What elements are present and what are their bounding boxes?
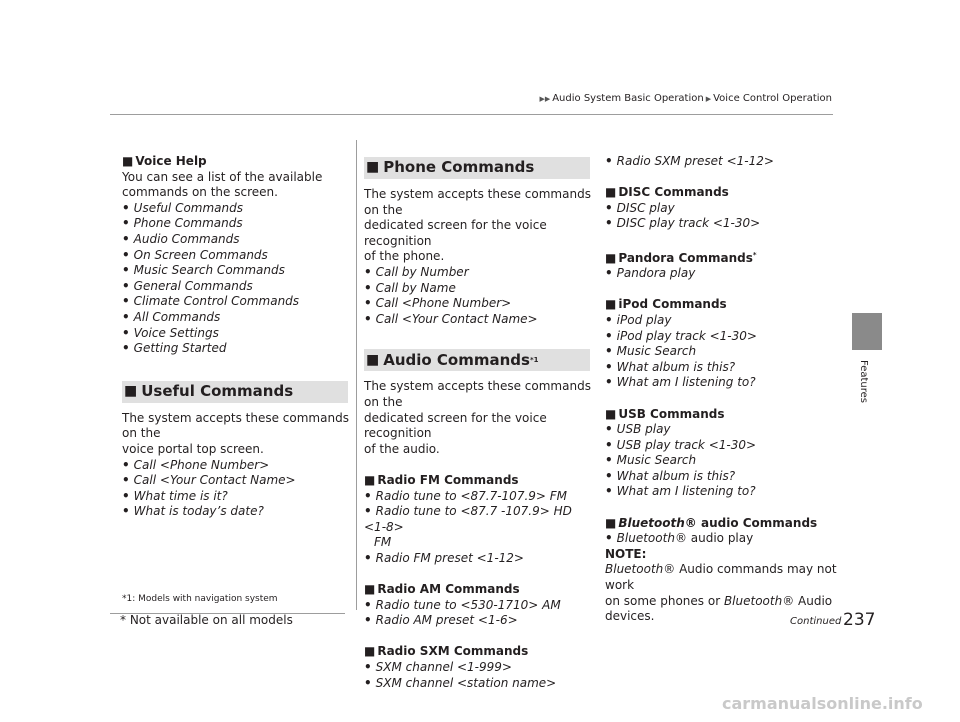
radio-sxm-heading: ■ Radio SXM Commands (364, 644, 529, 659)
availability-note: * Not available on all models (120, 613, 293, 627)
bullet-icon: • (122, 216, 130, 231)
breadcrumb-current[interactable]: Voice Control Operation (713, 93, 832, 104)
bluetooth-heading: ■ Bluetooth® audio Commands (605, 515, 818, 530)
bullet-icon: • (605, 266, 613, 281)
bullet-icon: • (122, 457, 130, 472)
bullet-icon: • (364, 613, 372, 628)
square-bullet-icon: ■ (366, 351, 380, 368)
body-text: dedicated screen for the voice recognition (364, 218, 547, 248)
ipod-heading: ■ iPod Commands (605, 297, 727, 312)
square-bullet-icon: ■ (605, 185, 617, 200)
list-item: • Phone Commands (122, 216, 243, 231)
bullet-icon: • (605, 328, 613, 343)
list-item: • Call <Your Contact Name> (122, 473, 296, 488)
bullet-icon: • (122, 231, 130, 246)
list-item: • USB play track <1-30> (605, 437, 757, 452)
footnote: *1: Models with navigation system (122, 594, 278, 604)
voice-help-heading: ■ Voice Help (122, 154, 207, 168)
body-text: voice portal top screen. (122, 441, 264, 456)
square-bullet-icon: ■ (364, 582, 376, 597)
list-item: • SXM channel <1-999> (364, 660, 512, 675)
body-text: of the phone. (364, 249, 445, 264)
bullet-icon: • (122, 325, 130, 340)
bullet-icon: • (605, 200, 613, 215)
note-label: NOTE: (605, 546, 647, 561)
square-bullet-icon: ■ (364, 644, 376, 659)
square-bullet-icon: ■ (605, 297, 617, 312)
useful-commands-heading: ■ Useful Commands (122, 381, 348, 403)
list-item: • DISC play track <1-30> (605, 216, 761, 231)
list-item: • On Screen Commands (122, 247, 268, 262)
bullet-icon: • (364, 264, 372, 279)
list-item: • What album is this? (605, 468, 736, 483)
list-item: • What time is it? (122, 488, 228, 503)
body-text: The system accepts these commands on the (122, 410, 349, 441)
bullet-icon: • (364, 280, 372, 295)
list-item: • Getting Started (122, 341, 227, 356)
useful-commands-list (122, 458, 352, 520)
bullet-icon: • (605, 468, 613, 483)
breadcrumb (537, 93, 832, 104)
watermark: carmanualsonline.info (722, 694, 923, 713)
bullet-icon: • (122, 473, 130, 488)
square-bullet-icon: ■ (364, 472, 376, 487)
list-item: • iPod play (605, 312, 672, 327)
bullet-icon: • (364, 597, 372, 612)
phone-commands-list (364, 265, 594, 327)
bullet-icon: • (122, 309, 130, 324)
column-2 (364, 157, 594, 691)
list-item: • SXM channel <station name> (364, 675, 557, 690)
list-item: • Voice Settings (122, 325, 219, 340)
list-item: • Call <Phone Number> (364, 296, 512, 311)
header-divider (110, 114, 833, 115)
note-text: Bluetooth® Audio commands may not work (605, 562, 837, 593)
bullet-icon: • (364, 675, 372, 690)
voice-help-list (122, 201, 352, 357)
list-item: • Call by Name (364, 280, 456, 295)
usb-list (605, 422, 840, 500)
list-item: • Bluetooth® audio play (605, 531, 754, 546)
continued-label: Continued (790, 616, 842, 627)
list-item-continued: FM (374, 535, 392, 550)
column-3 (605, 154, 840, 625)
bullet-icon: • (605, 437, 613, 452)
bullet-icon: • (605, 359, 613, 374)
body-text: The system accepts these commands on the (364, 187, 591, 217)
section-tab (852, 313, 882, 350)
radio-sxm-list (364, 660, 594, 691)
list-item: • DISC play (605, 200, 675, 215)
bullet-icon: • (122, 200, 130, 215)
list-item: • General Commands (122, 278, 253, 293)
list-item: • All Commands (122, 309, 221, 324)
radio-fm-heading: ■ Radio FM Commands (364, 472, 519, 487)
square-bullet-icon: ■ (122, 154, 134, 168)
column-divider (356, 140, 357, 610)
bullet-icon: • (122, 341, 130, 356)
bullet-icon: • (122, 247, 130, 262)
page-number: 237 (843, 610, 876, 630)
list-item: • Useful Commands (122, 200, 243, 215)
square-bullet-icon: ■ (366, 159, 380, 176)
bullet-icon: • (364, 660, 372, 675)
bullet-icon: • (122, 504, 130, 519)
list-item: • Radio tune to <87.7 -107.9> HD <1-8> (364, 504, 572, 534)
list-item: • Call <Phone Number> (122, 457, 270, 472)
note-text: on some phones or Bluetooth® Audio (605, 593, 833, 608)
body-text: The system accepts these commands on the (364, 379, 591, 409)
square-bullet-icon: ■ (605, 250, 617, 265)
bullet-icon: • (605, 453, 613, 468)
audio-commands-heading: ■ Audio Commands *1 (364, 349, 590, 371)
disc-heading: ■ DISC Commands (605, 185, 729, 200)
body-text: dedicated screen for the voice recognition (364, 410, 547, 441)
list-item: • Music Search Commands (122, 263, 285, 278)
bullet-icon: • (122, 278, 130, 293)
list-item: • Audio Commands (122, 231, 240, 246)
list-item: • What album is this? (605, 359, 736, 374)
list-item: • iPod play track <1-30> (605, 328, 757, 343)
body-text: of the audio. (364, 441, 440, 456)
list-item: • Call <Your Contact Name> (364, 311, 538, 326)
list-item: • Music Search (605, 344, 697, 359)
section-label: Features (858, 360, 869, 403)
bullet-icon: • (605, 422, 613, 437)
square-bullet-icon: ■ (124, 382, 138, 399)
square-bullet-icon: ■ (605, 406, 617, 421)
list-item: • Music Search (605, 453, 697, 468)
list-item: • Radio tune to <87.7-107.9> FM (364, 488, 568, 503)
arrow-icon: ▶▶ (539, 95, 551, 103)
bullet-icon: • (605, 484, 613, 499)
list-item: • Call by Number (364, 264, 469, 279)
list-item: • What is today’s date? (122, 504, 264, 519)
usb-heading: ■ USB Commands (605, 406, 725, 421)
disc-list (605, 201, 840, 232)
radio-am-list (364, 598, 594, 629)
bullet-icon: • (605, 375, 613, 390)
note-text: devices. (605, 609, 655, 624)
radio-am-heading: ■ Radio AM Commands (364, 582, 520, 597)
arrow-icon: ▶ (705, 95, 712, 103)
breadcrumb-section[interactable]: Audio System Basic Operation (552, 93, 704, 104)
pandora-heading: ■ Pandora Commands* (605, 250, 757, 265)
bullet-icon: • (122, 263, 130, 278)
bullet-icon: • (364, 296, 372, 311)
column-1 (122, 154, 352, 520)
list-item: • Pandora play (605, 266, 696, 281)
list-item: • Radio tune to <530-1710> AM (364, 597, 561, 612)
list-item: • What am I listening to? (605, 484, 756, 499)
list-item: • Climate Control Commands (122, 294, 300, 309)
square-bullet-icon: ■ (605, 515, 617, 530)
list-item: • Radio FM preset <1-12> (364, 550, 524, 565)
phone-commands-heading: ■ Phone Commands (364, 157, 590, 179)
bullet-icon: • (605, 344, 613, 359)
bullet-icon: • (122, 294, 130, 309)
body-text: You can see a list of the available (122, 169, 323, 184)
list-item: • What am I listening to? (605, 375, 756, 390)
pandora-list (605, 266, 840, 282)
bullet-icon: • (605, 216, 613, 231)
ipod-list (605, 313, 840, 391)
bullet-icon: • (364, 311, 372, 326)
list-item: • Radio AM preset <1-6> (364, 613, 518, 628)
bullet-icon: • (122, 488, 130, 503)
bullet-icon: • (605, 312, 613, 327)
list-item: • USB play (605, 422, 671, 437)
list-item: • Radio SXM preset <1-12> (605, 154, 774, 168)
body-text: commands on the screen. (122, 185, 278, 200)
